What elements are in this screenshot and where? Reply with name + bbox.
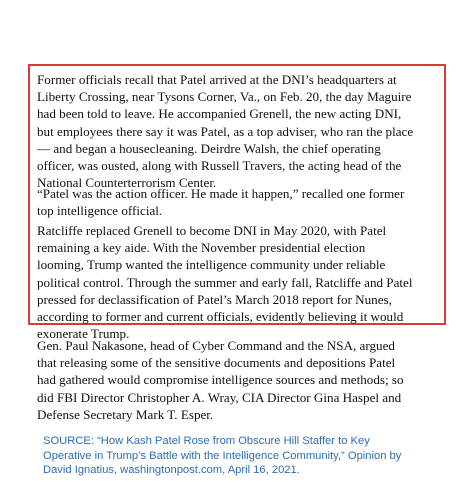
text-line: Gen. Paul Nakasone, head of Cyber Command and the NSA, argued [37, 338, 395, 353]
paragraph-patel-arrival [37, 71, 413, 191]
source-line: SOURCE: “How Kash Patel Rose from Obscure Hill Staffer to Key [43, 435, 370, 447]
paragraph-nakasone [37, 337, 404, 423]
text-line: pressed for declassification of Patel’s March 2018 report for Nunes, [37, 291, 392, 307]
text-line: according to former and current officials, evidently believing it would [37, 309, 404, 325]
text-line: had gathered would compromise intelligence sources and methods; so [37, 372, 404, 388]
text-line: Ratcliffe replaced Grenell to become DNI in May 2020, with Patel [37, 223, 387, 238]
text-line: “Patel was the action officer. He made it happen,” recalled one former [37, 186, 405, 201]
source-line: Operative in Trump’s Battle with the Intelligence Community,” Opinion by [43, 449, 402, 462]
text-line: Defense Secretary Mark T. Esper. [37, 406, 214, 422]
text-line: that releasing some of the sensitive documents and depositions Patel [37, 355, 396, 371]
source-line: David Ignatius, washingtonpost.com, April 16, 2021. [43, 464, 300, 477]
paragraph-quote [37, 185, 404, 219]
text-line: remaining a key aide. With the November presidential election [37, 240, 366, 256]
source-citation [43, 434, 401, 478]
text-line: officer, was ousted, along with Russell Travers, the acting head of the [37, 158, 402, 174]
text-line: looming, Trump wanted the intelligence community under reliable [37, 257, 386, 273]
text-line: Liberty Crossing, near Tysons Corner, Va., on Feb. 20, the day Maguire [37, 89, 412, 105]
text-line: top intelligence official. [37, 203, 163, 219]
paragraph-ratcliffe [37, 222, 413, 342]
text-line: Former officials recall that Patel arrived at the DNI’s headquarters at [37, 72, 397, 87]
text-line: but employees there say it was Patel, as a top adviser, who ran the place [37, 123, 414, 139]
text-line: political control. Through the summer and early fall, Ratcliffe and Patel [37, 274, 413, 290]
text-line: did FBI Director Christopher A. Wray, CIA Director Gina Haspel and [37, 389, 402, 405]
text-line: — and began a housecleaning. Deirdre Walsh, the chief operating [37, 140, 381, 156]
text-line: exonerate Trump. [37, 326, 130, 342]
text-line: National Counterterrorism Center. [37, 175, 217, 191]
text-line: had been told to leave. He accompanied Grenell, the new acting DNI, [37, 106, 402, 122]
